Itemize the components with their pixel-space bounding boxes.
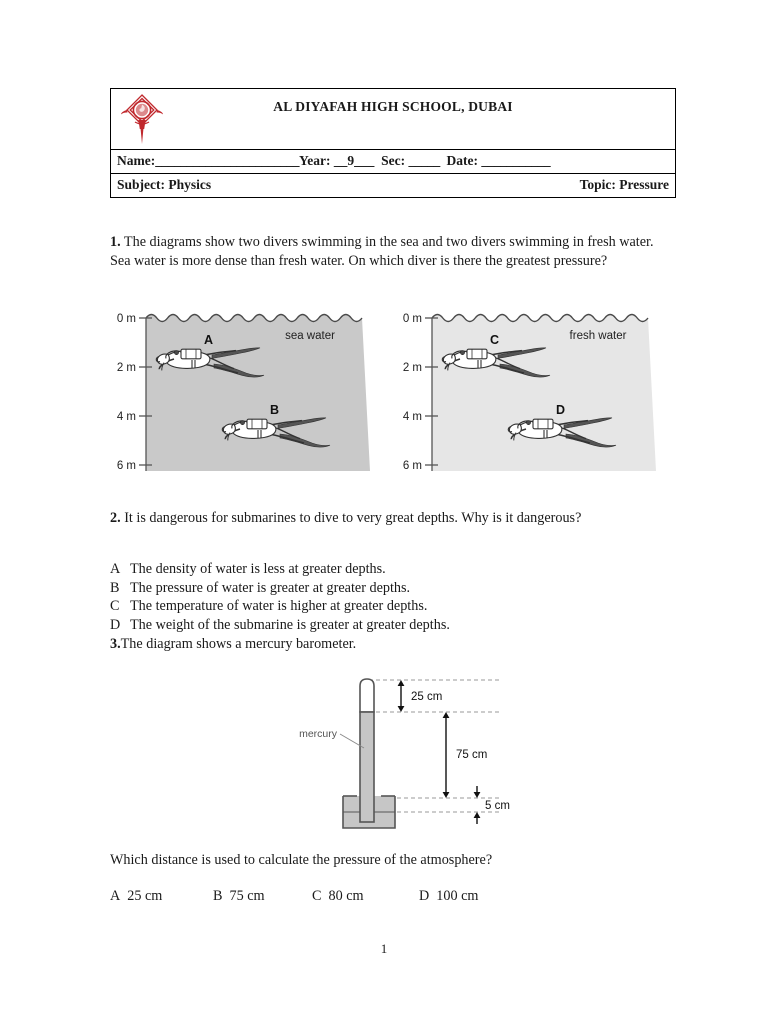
question-2-body: It is dangerous for submarines to dive to very great depths. Why is it dangerous?	[120, 510, 582, 526]
dimension-25cm	[398, 680, 443, 712]
topic-label: Topic: Pressure	[579, 177, 669, 192]
svg-text:25 cm: 25 cm	[411, 691, 443, 703]
sec-blank-field[interactable]: _____	[408, 153, 440, 168]
year-value-field[interactable]: __9___	[333, 153, 375, 168]
option-row[interactable]	[110, 887, 213, 906]
option-letter: A	[110, 561, 121, 577]
option-value: 100 cm	[436, 888, 479, 904]
mercury-barometer-diagram	[285, 668, 525, 833]
question-1-text	[110, 233, 655, 271]
name-label: Name:	[117, 153, 156, 168]
option-letter: A	[110, 888, 121, 904]
subject-label: Subject: Physics	[117, 177, 212, 192]
worksheet-header-box	[110, 88, 676, 198]
year-label: Year:	[298, 153, 331, 168]
option-letter: D	[419, 888, 430, 904]
school-title: AL DIYAFAH HIGH SCHOOL, DUBAI	[273, 99, 513, 114]
date-label: Date:	[446, 153, 478, 168]
question-1-number: 1.	[110, 234, 121, 250]
fresh-depth-label-6: 6 m	[402, 460, 422, 471]
sec-label: Sec:	[381, 153, 406, 168]
diver-A-label: A	[204, 333, 214, 347]
diver-D-label: D	[556, 403, 566, 417]
sea-water-caption: sea water	[285, 330, 335, 342]
svg-text:75 cm: 75 cm	[456, 749, 488, 761]
option-value: 25 cm	[127, 888, 163, 904]
option-letter: C	[110, 598, 120, 615]
sea-water-diagram	[112, 306, 370, 471]
sea-depth-label-4: 4 m	[116, 411, 136, 423]
fresh-depth-label-0: 0 m	[402, 313, 422, 325]
fresh-water-caption: fresh water	[569, 330, 627, 342]
fresh-water-diagram	[398, 306, 656, 471]
question-3-prompt	[110, 851, 655, 870]
fresh-depth-label-2: 2 m	[402, 362, 422, 374]
option-letter: B	[213, 888, 223, 904]
header-subject-row	[111, 173, 675, 197]
sea-depth-label-6: 6 m	[116, 460, 136, 471]
option-row[interactable]	[213, 887, 312, 906]
question-3-options	[110, 887, 655, 906]
sea-water-fill	[146, 306, 370, 471]
date-blank-field[interactable]: ___________	[481, 153, 551, 168]
option-letter: C	[312, 888, 322, 904]
diver-C-label: C	[490, 333, 500, 347]
barometer-mercury-column	[360, 712, 374, 822]
dimension-5cm	[474, 786, 510, 824]
option-text: The temperature of water is higher at greater depths.	[130, 598, 428, 615]
option-text: The density of water is less at greater depths.	[130, 561, 386, 577]
option-value: 75 cm	[229, 888, 265, 904]
option-row[interactable]	[110, 560, 655, 579]
option-row[interactable]	[312, 887, 419, 906]
sea-depth-label-2: 2 m	[116, 362, 136, 374]
question-2-text	[110, 509, 655, 528]
question-2-number: 2.	[110, 510, 121, 526]
option-row[interactable]	[110, 579, 655, 598]
dimension-75cm	[443, 712, 488, 798]
option-letter: D	[110, 616, 121, 633]
sea-depth-label-0: 0 m	[116, 313, 136, 325]
name-blank-field[interactable]: _______________________	[155, 153, 299, 168]
question-1-body: The diagrams show two divers swimming in the sea and two divers swimming in fresh water. Sea water is more dense than fresh water. On which diver is there the greatest pressure?	[110, 234, 654, 269]
question-3-text	[110, 635, 655, 654]
option-text: The weight of the submarine is greater at greater depths.	[130, 616, 450, 633]
question-3-number: 3.	[110, 636, 121, 652]
option-value: 80 cm	[328, 888, 364, 904]
option-text: The pressure of water is greater at greater depths.	[130, 579, 411, 596]
fresh-depth-label-4: 4 m	[402, 411, 422, 423]
header-name-row	[111, 149, 675, 173]
question-3-body: The diagram shows a mercury barometer.	[120, 636, 357, 652]
mercury-label: mercury	[299, 728, 337, 740]
svg-text:5 cm: 5 cm	[485, 800, 510, 812]
option-row[interactable]	[110, 597, 655, 616]
question-2-options	[110, 560, 655, 634]
page-number: 1	[380, 941, 388, 956]
option-letter: B	[110, 579, 120, 596]
option-row[interactable]	[419, 887, 478, 906]
question-3-prompt-text: Which distance is used to calculate the pressure of the atmosphere?	[110, 852, 493, 868]
option-row[interactable]	[110, 616, 655, 635]
diver-B-label: B	[270, 403, 280, 417]
header-title-row	[111, 89, 675, 149]
barometer-vacuum	[360, 679, 374, 712]
